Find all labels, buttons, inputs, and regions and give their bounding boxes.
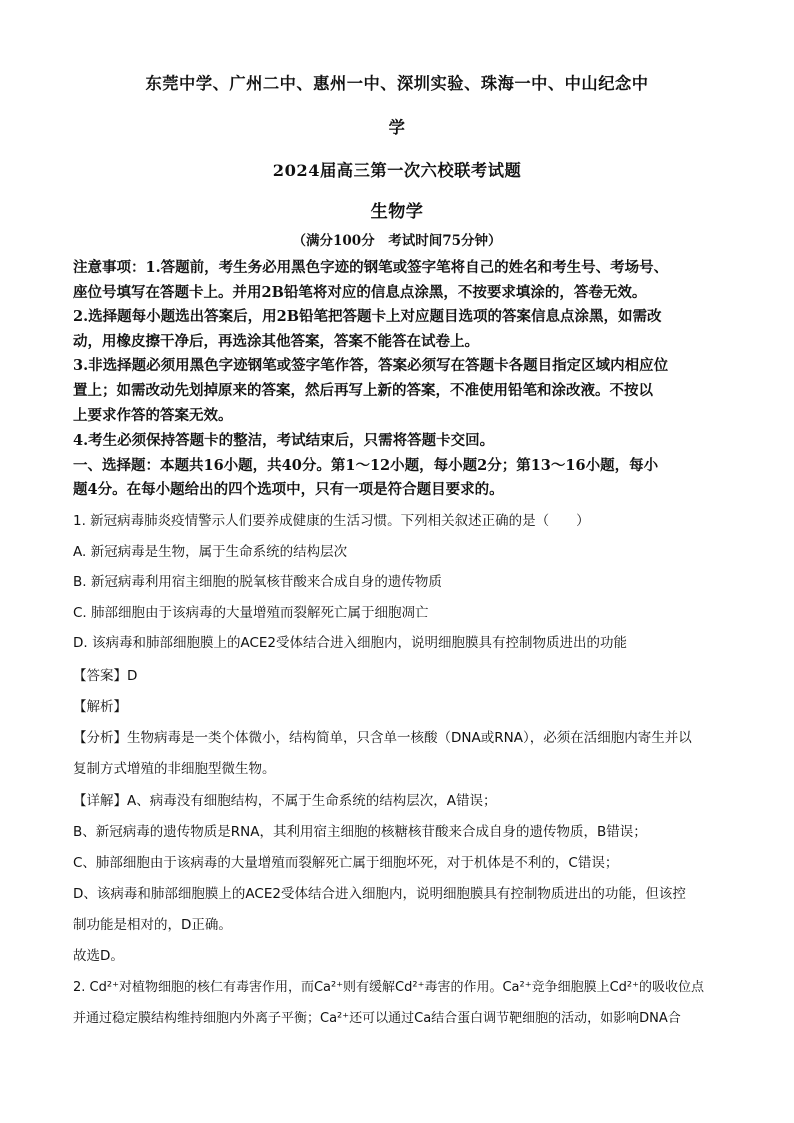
question-stem: 1. 新冠病毒肺炎疫情警示人们要养成健康的生活习惯。下列相关叙述正确的是（ ） [73, 513, 590, 529]
analysis-line: 【分析】生物病毒是一类个体微小，结构简单，只含单一核酸（DNA或RNA），必须在活细胞内寄生并以 [73, 730, 692, 746]
notice-line: 3.非选择题必须用黑色字迹钢笔或签字笔作答，答案必须写在答题卡各题目指定区域内相应位 [73, 357, 669, 374]
notice-line: 注意事项：1.答题前，考生务必用黑色字迹的钢笔或签字笔将自己的姓名和考生号、考场号、 [73, 259, 669, 276]
exam-title: 2024届高三第一次六校联考试题 [272, 161, 522, 180]
school-names-line1: 东莞中学、广州二中、惠州一中、深圳实验、珠海一中、中山纪念中 [145, 74, 649, 93]
section-heading: 题4分。在每小题给出的四个选项中，只有一项是符合题目要求的。 [73, 481, 504, 498]
subject-title: 生物学 [370, 202, 424, 222]
analysis-line: 故选D。 [73, 948, 124, 964]
notice-line: 座位号填写在答题卡上。并用2B铅笔将对应的信息点涂黑，不按要求填涂的，答卷无效。 [73, 284, 647, 301]
school-names-line2: 学 [388, 118, 406, 137]
answer-label: 【答案】D [73, 668, 138, 684]
analysis-line: C、肺部细胞由于该病毒的大量增殖而裂解死亡属于细胞坏死，对于机体是不利的，C错误； [73, 855, 619, 871]
notice-line: 置上；如需改动先划掉原来的答案，然后再写上新的答案，不准使用铅笔和涂改液。不按以 [73, 382, 653, 399]
notice-line: 2.选择题每小题选出答案后，用2B铅笔把答题卡上对应题目选项的答案信息点涂黑，如需改 [73, 308, 662, 325]
question-2-line: 2. Cd²⁺对植物细胞的核仁有毒害作用，而Ca²⁺则有缓解Cd²⁺毒害的作用。Ca²⁺竞争细胞膜上Cd²⁺的吸收位点 [73, 980, 704, 995]
exam-meta: （满分100分 考试时间75分钟） [292, 233, 502, 249]
option-b: B. 新冠病毒利用宿主细胞的脱氧核苷酸来合成自身的遗传物质 [73, 574, 442, 590]
analysis-line: D、该病毒和肺部细胞膜上的ACE2受体结合进入细胞内，说明细胞膜具有控制物质进出的功能，但该控 [73, 886, 686, 902]
analysis-line: B、新冠病毒的遗传物质是RNA，其利用宿主细胞的核糖核苷酸来合成自身的遗传物质，B错误； [73, 824, 647, 840]
analysis-line: 【详解】A、病毒没有细胞结构，不属于生命系统的结构层次，A错误； [73, 793, 497, 809]
option-d: D. 该病毒和肺部细胞膜上的ACE2受体结合进入细胞内，说明细胞膜具有控制物质进出的功能 [73, 635, 628, 651]
analysis-line: 复制方式增殖的非细胞型微生物。 [73, 761, 276, 777]
option-a: A. 新冠病毒是生物，属于生命系统的结构层次 [73, 544, 348, 560]
option-c: C. 肺部细胞由于该病毒的大量增殖而裂解死亡属于细胞凋亡 [73, 605, 429, 621]
notice-line: 动，用橡皮擦干净后，再选涂其他答案，答案不能答在试卷上。 [73, 333, 479, 350]
notice-line: 上要求作答的答案无效。 [73, 407, 233, 424]
question-2-line: 并通过稳定膜结构维持细胞内外离子平衡；Ca²⁺还可以通过Ca结合蛋白调节靶细胞的活动，如影响DNA合 [73, 1011, 681, 1026]
analysis-line: 制功能是相对的，D正确。 [73, 917, 232, 933]
notice-line: 4.考生必须保持答题卡的整洁，考试结束后，只需将答题卡交回。 [73, 432, 495, 449]
section-heading: 一、选择题：本题共16小题，共40分。第1～12小题，每小题2分；第13～16小题，每小 [73, 457, 659, 474]
analysis-label: 【解析】 [73, 699, 127, 715]
